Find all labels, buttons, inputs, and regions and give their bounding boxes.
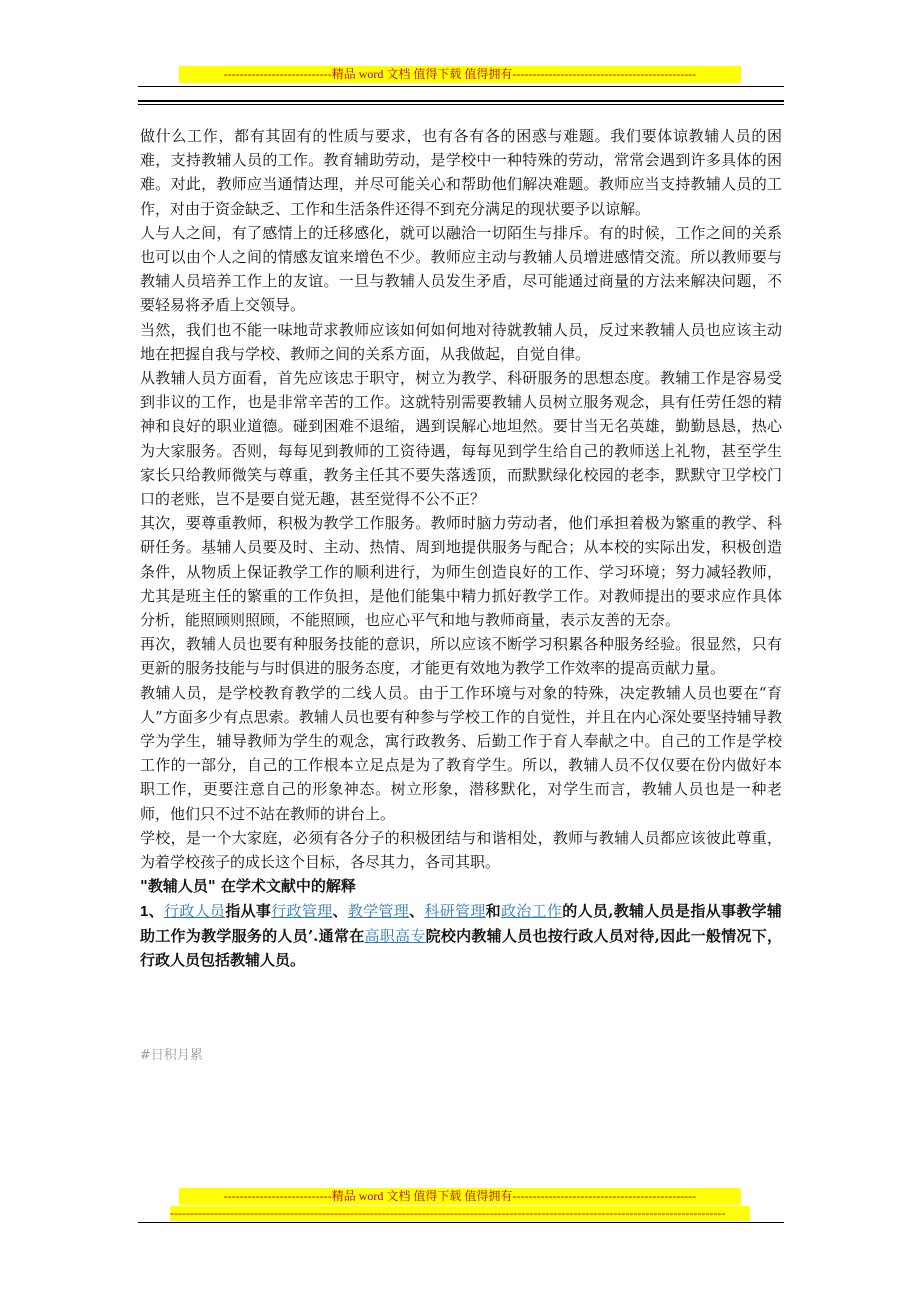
paragraph: 学校，是一个大家庭，必须有各分子的积极团结与和谐相处，教师与教辅人员都应该彼此尊重，为着学校孩子的成长这个目标，各尽其力，各司其职。 (140, 828, 782, 872)
link-vocational-college[interactable]: 高职高专 (364, 926, 426, 945)
paragraph: 从教辅人员方面看，首先应该忠于职守，树立为教学、科研服务的思想态度。教辅工作是容易受到非议的工作，也是非常辛苦的工作。这就特别需要教辅人员树立服务观念，具有任劳任怨的精神和良好的职业道德。碰到困难不退缩，遇到误解心地坦然。要甘当无名英雄，勤勤恳恳，热心为大家服务。否则，每每见到教师的工资待遇，每每见到学生给自己的教师送上礼物，甚至学生家长只给教师微笑与尊重，教务主任其不要失落透顶，而默默绿化校园的老李，默默守卫学校门口的老账，岂不是要自觉无趣，甚至觉得不公不正？ (140, 369, 782, 509)
paragraph: 其次，要尊重教师，积极为教学工作服务。教师时脑力劳动者，他们承担着极为繁重的教学、科研任务。基辅人员要及时、主动、热情、周到地提供服务与配合；从本校的实际出发，积极创造条件，从物质上保证教学工作的顺利进行，为师生创造良好的工作、学习环境；努力减轻教师，尤其是班主任的繁重的工作负担，是他们能集中精力抓好教学工作。对教师提出的要求应作具体分析，能照顾则照顾，不能照顾，也应心平气和地与教师商量，表示友善的无奈。 (140, 514, 782, 630)
definition-text: 的人员,教辅人员是指从事教学辅助工作为教学服务的人员’.通常在 (140, 901, 782, 945)
link-teaching-management[interactable]: 教学管理 (347, 901, 410, 920)
definition-text: 、 (332, 901, 348, 920)
link-political-work[interactable]: 政治工作 (500, 901, 563, 920)
definition-text: 和 (485, 901, 501, 920)
header-double-rule (138, 100, 784, 102)
definition-paragraph (140, 899, 782, 973)
footer-dash-line: ------------------------------------------------------------------------------------------------------------------------------------------- (170, 1206, 750, 1221)
footer-banner: ---------------------------精品 word 文档 值得下载 值得拥有---------------------------------------------- (179, 1188, 741, 1205)
definition-number: 1 (140, 902, 149, 920)
header-banner: ---------------------------精品 word 文档 值得下载 值得拥有---------------------------------------------- (179, 66, 741, 83)
paragraph: 教辅人员，是学校教育教学的二线人员。由于工作环境与对象的特殊，决定教辅人员也要在“育人”方面多少有点思索。教辅人员也要有种参与学校工作的自觉性，并且在内心深处要坚持辅导教学为学生，辅导教师为学生的观念，寓行政教务、后勤工作于育人奉献之中。自己的工作是学校工作的一部分，自己的工作根本立足点是为了教育学生。所以，教辅人员不仅仅要在份内做好本职工作，更要注意自己的形象神态。树立形象，潜移默化，对学生而言，教辅人员也是一种老师，他们只不过不站在教师的讲台上。 (140, 683, 782, 823)
header-rule (138, 86, 784, 87)
header-double-rule-thin (138, 104, 784, 105)
link-research-management[interactable]: 科研管理 (424, 901, 486, 920)
paragraph: 当然，我们也不能一味地苛求教师应该如何如何地对待就教辅人员，反过来教辅人员也应该主动地在把握自我与学校、教师之间的关系方面，从我做起，自觉自律。 (140, 320, 782, 363)
paragraph: 人与人之间，有了感情上的迁移感化，就可以融洽一切陌生与排斥。有的时候，工作之间的关系也可以由个人之间的情感友谊来增色不少。教师应主动与教辅人员增进感情交流。所以教师要与教辅人员培养工作上的友谊。一旦与教辅人员发生矛盾，尽可能通过商量的方法来解决问题，不要轻易将矛盾上交领导。 (140, 223, 782, 315)
section-heading: "教辅人员" 在学术文献中的解释 (140, 877, 356, 896)
document-body (140, 124, 782, 972)
footer-rule (138, 1222, 784, 1223)
definition-separator: 、 (148, 901, 164, 920)
hashtag-label[interactable]: #日积月累 (140, 1048, 203, 1063)
paragraph: 再次，教辅人员也要有种服务技能的意识，所以应该不断学习积累各种服务经验。很显然，只有更新的服务技能与与时俱进的服务态度，才能更有效地为教学工作效率的提高贡献力量。 (140, 635, 782, 678)
definition-text: 院校内教辅人员也按行政人员对待,因此一般情况下，行政人员包括教辅人员。 (140, 926, 782, 969)
link-administrative-staff[interactable]: 行政人员 (163, 901, 226, 920)
link-administrative-management[interactable]: 行政管理 (271, 901, 333, 920)
definition-text: 指从事 (225, 901, 272, 920)
definition-text: 、 (409, 901, 425, 920)
paragraph: 做什么工作，都有其固有的性质与要求，也有各有各的困惑与难题。我们要体谅教辅人员的困难，支持教辅人员的工作。教育辅助劳动，是学校中一种特殊的劳动，常常会遇到许多具体的困难。对此，教师应当通情达理，并尽可能关心和帮助他们解决难题。教师应当支持教辅人员的工作，对由于资金缺乏、工作和生活条件还得不到充分满足的现状要予以谅解。 (140, 127, 782, 218)
